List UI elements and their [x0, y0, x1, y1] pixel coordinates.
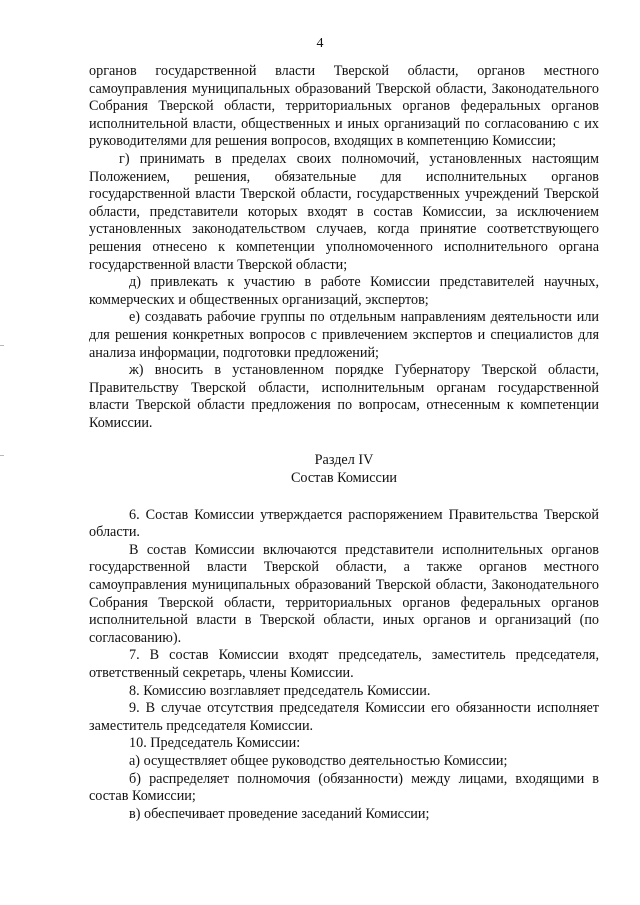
document-body — [89, 63, 599, 823]
paragraph-10-v: в) обеспечивает проведение заседаний Комиссии; — [129, 805, 430, 822]
paragraph-7: 7. В состав Комиссии входят председатель, заместитель председателя, ответственный секретарь, члены Комиссии. — [89, 647, 599, 681]
paragraph-continuation: органов государственной власти Тверской области, органов местного самоуправления муниципальных образований Тверской области, Законодательного Собрания Тверской области, территориальных органов федеральных органов исполнительной власти, общественных и иных организаций по согласованию с их руководителями для решения вопросов, входящих в компетенцию Комиссии; — [89, 63, 599, 150]
paragraph-item-d: д) привлекать к участию в работе Комиссии представителей научных, коммерческих и общественных организаций, экспертов; — [89, 274, 599, 308]
paragraph-item-g: г) принимать в пределах своих полномочий, установленных настоящим Положением, решения, обязательные для исполнительных органов государственной власти Тверской области, государственных учреждений Тверской области, представители которых входят в состав Комиссии, за исключением установленных законодательством случаев, когда принятие соответствующего решения отнесено к компетенции уполномоченного исполнительного органа государственной власти Тверской области; — [89, 150, 599, 273]
paragraph-8: 8. Комиссию возглавляет председатель Комиссии. — [129, 682, 431, 699]
paragraph-10-a: а) осуществляет общее руководство деятельностью Комиссии; — [129, 752, 508, 769]
section-number: Раздел IV — [314, 452, 374, 469]
paragraph-10: 10. Председатель Комиссии: — [129, 735, 301, 752]
section-title: Состав Комиссии — [290, 470, 398, 487]
paragraph-10-b: б) распределяет полномочия (обязанности) между лицами, входящими в состав Комиссии; — [89, 770, 599, 805]
paragraph-6: 6. Состав Комиссии утверждается распоряжением Правительства Тверской области. — [89, 506, 599, 541]
paragraph-item-e: е) создавать рабочие группы по отдельным направлениям деятельности или для решения конкретных вопросов с привлечением экспертов и специалистов для анализа информации, подготовки предложений; — [89, 309, 599, 361]
paragraph-item-zh: ж) вносить в установленном порядке Губернатору Тверской области, Правительству Тверской области, исполнительным органам государственной власти Тверской области предложения по вопросам, отнесенным к компетенции Комиссии. — [89, 362, 599, 431]
paragraph-6-composition: В состав Комиссии включаются представители исполнительных органов государственной власти Тверской области, а также органов местного самоуправления муниципальных образований Тверской области, Законодательного Собрания Тверской области, территориальных органов федеральных органов исполнительной власти в Тверской области, иных органов и организаций (по согласованию). — [89, 541, 599, 646]
margin-mark — [0, 345, 4, 346]
margin-mark — [0, 455, 4, 456]
paragraph-9: 9. В случае отсутствия председателя Комиссии его обязанности исполняет заместитель председателя Комиссии. — [89, 700, 599, 734]
page-number: 4 — [316, 36, 324, 51]
